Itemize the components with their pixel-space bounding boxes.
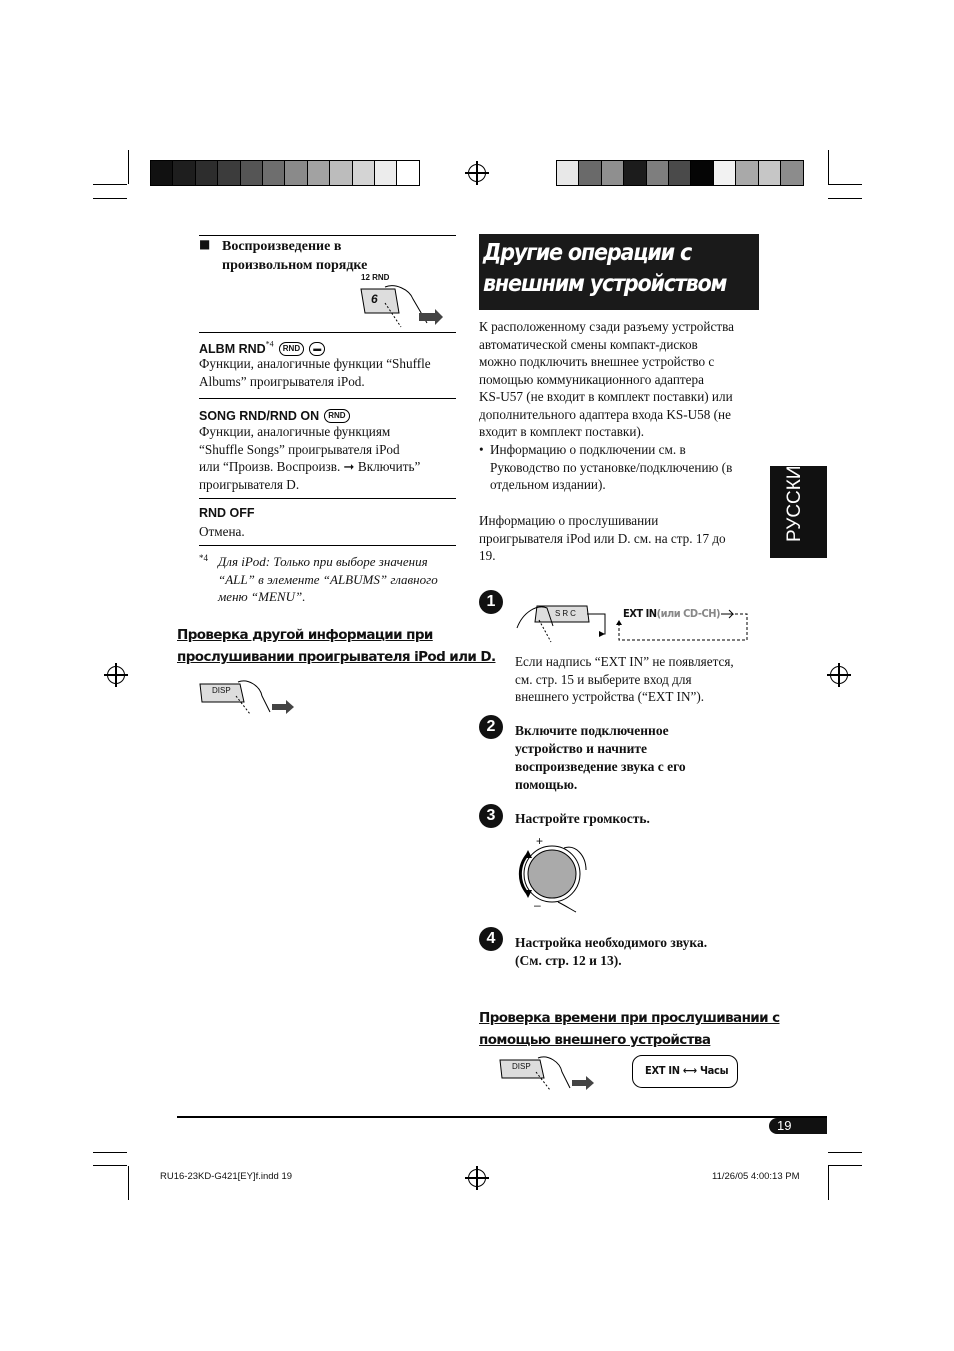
step-3-number: 3 (479, 804, 503, 828)
color-swatch (284, 160, 308, 186)
step-1-number: 1 (479, 590, 503, 614)
color-swatch (735, 160, 759, 186)
section-rule (199, 545, 456, 546)
random-heading: Воспроизведение в произвольном порядке (222, 239, 368, 273)
language-side-tab: РУССКИЙ (770, 466, 827, 558)
check-info-heading: Проверка другой информации при прослушивании проигрывателя iPod или D. (177, 627, 496, 665)
section-title: Другие операции с внешним устройством (483, 240, 727, 297)
registration-mark-icon (468, 1169, 486, 1187)
footer-filename: RU16-23KD-G421[EY]f.indd 19 (160, 1171, 293, 1182)
crop-mark (93, 1165, 127, 1166)
registration-mark-icon (107, 666, 125, 684)
text-line: автоматической смены компакт-дисков (479, 336, 698, 352)
clock-label: Часы (699, 1064, 729, 1077)
rnd-icon: RND (324, 409, 349, 423)
color-swatch (780, 160, 804, 186)
color-swatch (646, 160, 670, 186)
text-line: (См. стр. 12 и 13). (515, 953, 622, 968)
rnd-off-desc: Отмена. (199, 524, 245, 539)
step-4-number: 4 (479, 927, 503, 951)
color-swatch (150, 160, 174, 186)
color-swatch (172, 160, 196, 186)
intro-paragraph (479, 318, 734, 441)
color-swatch (195, 160, 219, 186)
ext-in-label: EXT IN (645, 1064, 680, 1077)
text-line: см. стр. 15 и выберите вход для (515, 671, 692, 687)
text-line: устройство и начните (515, 741, 648, 756)
text-line: воспроизведение звука с его (515, 759, 686, 774)
volume-minus: – (534, 898, 541, 912)
color-swatch (240, 160, 264, 186)
footer-rule (177, 1116, 827, 1118)
rnd-icon: RND (279, 342, 304, 356)
text-line: дополнительного адаптера входа KS-U58 (не (479, 406, 731, 422)
color-swatch (556, 160, 580, 186)
text-line: К расположенному сзади разъему устройства (479, 319, 734, 334)
text-line: можно подключить внешнее устройство с (479, 354, 715, 369)
check-time-heading: Проверка времени при прослушивании с помощью внешнего устройства (479, 1010, 780, 1048)
crop-mark (828, 198, 862, 199)
registration-mark-icon (830, 666, 848, 684)
square-bullet-icon: ■ (199, 237, 211, 251)
crop-mark (93, 1152, 127, 1153)
step-2-text (515, 722, 686, 794)
folder-icon: ▬ (309, 342, 325, 356)
color-swatch (758, 160, 782, 186)
step-3-text: Настройте громкость. (515, 811, 650, 826)
step-4-text (515, 934, 707, 970)
color-swatch (262, 160, 286, 186)
text-line: Настройка необходимого звука. (515, 935, 708, 950)
color-swatch (352, 160, 376, 186)
color-swatch (396, 160, 420, 186)
color-swatch (713, 160, 737, 186)
rnd-button-illustration: 12 RND 6 (355, 273, 445, 329)
text-line: KS-U57 (не входит в комплект поставки) или (479, 389, 733, 404)
src-button-label: SRC (555, 609, 578, 618)
color-swatch (601, 160, 625, 186)
footer-timestamp: 11/26/05 4:00:13 PM (712, 1171, 800, 1182)
crop-mark (128, 150, 129, 184)
display-mode-box (632, 1055, 738, 1088)
crop-mark (93, 184, 127, 185)
text-line: Информацию о прослушивании (479, 513, 659, 528)
text-line: помощью коммуникационного адаптера (479, 371, 704, 387)
color-swatch (217, 160, 241, 186)
text-line: входит в комплект поставки). (479, 424, 645, 439)
disp-button-illustration: DISP (198, 676, 298, 718)
section-title-banner (479, 234, 759, 310)
albm-rnd-desc: Функции, аналогичные функции “Shuffle Albums” проигрывателя iPod. (199, 356, 431, 389)
text-line: внешнего устройства (“EXT IN”). (515, 689, 705, 704)
color-swatch (623, 160, 647, 186)
song-rnd-title: SONG RND/RND ON RND (199, 405, 350, 424)
text-line: проигрывателя iPod или D. см. на стр. 17 до (479, 530, 726, 546)
double-arrow-icon: ⟷ (682, 1064, 697, 1077)
text-line: Руководство по установке/подключению (в (490, 459, 733, 475)
crop-mark (828, 184, 862, 185)
crop-mark (828, 1166, 829, 1200)
text-line: помощью. (515, 777, 578, 792)
color-swatch (329, 160, 353, 186)
registration-mark-icon (468, 164, 486, 182)
volume-knob-illustration (512, 836, 592, 914)
crop-mark (828, 1165, 862, 1166)
crop-mark (128, 1166, 129, 1200)
ext-in-label: EXT IN(или CD-CH) (623, 607, 721, 620)
text-line: 19. (479, 548, 496, 563)
color-swatch (690, 160, 714, 186)
connection-info-bullet (490, 441, 732, 494)
section-rule (199, 332, 456, 333)
albm-rnd-title: ALBM RND$^{*4}$ RND ▬ (199, 338, 325, 357)
footnote-mark: *4 (199, 553, 208, 563)
crop-mark (828, 150, 829, 184)
volume-plus: + (536, 834, 544, 848)
text-line: отдельном издании). (490, 477, 606, 492)
song-rnd-desc: Функции, аналогичные функциям “Shuffle Songs” проигрывателя iPod или “Произв. Воспроизв. ➞ Включить” проигрывателя D. (199, 424, 421, 492)
section-rule (199, 398, 456, 399)
bullet-dot: • (479, 442, 484, 457)
step-1-text (515, 653, 734, 706)
page-number: 19 (777, 1118, 792, 1133)
ipod-info-paragraph (479, 512, 726, 565)
disp-button-illustration: DISP (498, 1054, 598, 1096)
color-swatch (307, 160, 331, 186)
color-swatch (374, 160, 398, 186)
src-button-illustration (513, 598, 753, 646)
footnote: Для iPod: Только при выборе значения “ALL” в элементе “ALBUMS” главного меню “MENU”. (218, 554, 438, 604)
crop-mark (828, 1152, 862, 1153)
color-swatch (578, 160, 602, 186)
section-rule (199, 235, 456, 236)
crop-mark (93, 198, 127, 199)
rnd-off-title: RND OFF (199, 506, 255, 520)
color-swatch (668, 160, 692, 186)
text-line: Включите подключенное (515, 723, 669, 738)
step-2-number: 2 (479, 715, 503, 739)
text-line: Если надпись “EXT IN” не появляется, (515, 654, 734, 669)
text-line: Информацию о подключении см. в (490, 442, 686, 457)
page-number-tab (769, 1118, 827, 1134)
section-rule (199, 498, 456, 499)
